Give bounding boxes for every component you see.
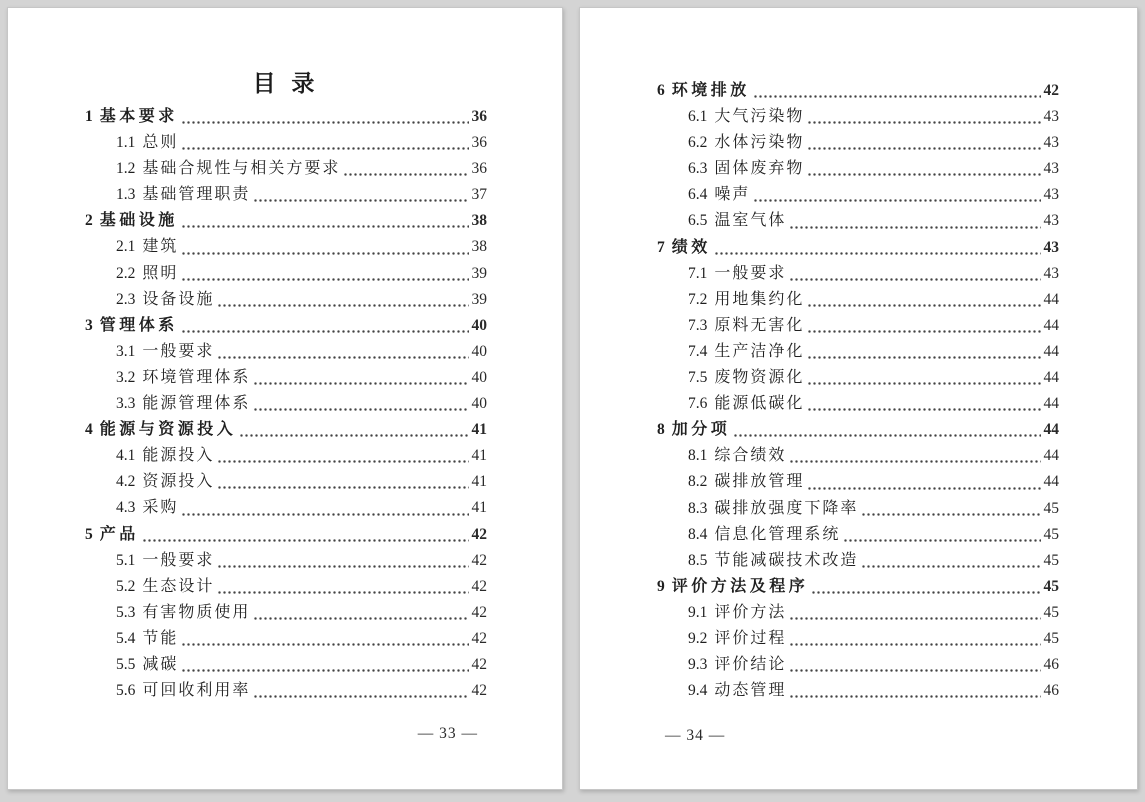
toc-entry bbox=[85, 234, 487, 260]
toc-entry-title: 管理体系 bbox=[99, 316, 178, 334]
toc-entry-page: 44 bbox=[1043, 447, 1059, 465]
toc-entry bbox=[657, 287, 1059, 313]
toc-entry-title: 节能 bbox=[142, 629, 179, 647]
toc-entry-number: 6.3 bbox=[688, 160, 708, 178]
toc-entry-number: 1 bbox=[85, 108, 93, 125]
toc-entry-title: 基本要求 bbox=[99, 108, 178, 125]
toc-entry-page: 46 bbox=[1043, 682, 1059, 700]
dot-leader bbox=[253, 617, 468, 620]
dot-leader bbox=[807, 147, 1040, 150]
toc-entry bbox=[85, 548, 487, 574]
toc-entry bbox=[657, 574, 1059, 600]
toc-entry-page: 36 bbox=[471, 108, 487, 125]
toc-entry bbox=[657, 339, 1059, 365]
toc-entry bbox=[657, 313, 1059, 339]
toc-entry bbox=[85, 313, 487, 339]
toc-entry-number: 6.1 bbox=[688, 108, 708, 126]
toc-entry-title: 信息化管理系统 bbox=[714, 525, 841, 543]
toc-entry-number: 6 bbox=[657, 82, 665, 99]
toc-entry-page: 44 bbox=[1043, 473, 1059, 491]
toc-entry-page: 40 bbox=[471, 395, 487, 413]
toc-entry-title: 温室气体 bbox=[714, 212, 787, 230]
dot-leader bbox=[789, 617, 1040, 620]
toc-entry-page: 43 bbox=[1043, 108, 1059, 126]
toc-entry bbox=[85, 365, 487, 391]
toc-entry-page: 39 bbox=[471, 290, 487, 308]
toc-entry-title: 能源投入 bbox=[142, 447, 215, 465]
toc-entry bbox=[657, 365, 1059, 391]
toc-entry-number: 4.2 bbox=[116, 473, 136, 491]
dot-leader bbox=[753, 199, 1040, 202]
toc-entry-page: 39 bbox=[471, 264, 487, 282]
dot-leader bbox=[807, 330, 1040, 333]
toc-entry-number: 3 bbox=[85, 316, 93, 334]
toc-entry-page: 43 bbox=[1043, 186, 1059, 204]
toc-entry bbox=[657, 678, 1059, 704]
dot-leader bbox=[253, 695, 468, 698]
dot-leader bbox=[253, 408, 468, 411]
toc-entry-page: 42 bbox=[471, 603, 487, 621]
toc-entry-page: 38 bbox=[471, 212, 487, 230]
toc-entry bbox=[85, 522, 487, 548]
toc-entry-page: 44 bbox=[1043, 290, 1059, 308]
dot-leader bbox=[343, 173, 468, 176]
toc-entry-page: 43 bbox=[1043, 212, 1059, 230]
dot-leader bbox=[807, 173, 1040, 176]
toc-entry bbox=[85, 391, 487, 417]
toc-entry-title: 用地集约化 bbox=[714, 290, 805, 308]
page-33 bbox=[7, 7, 563, 790]
toc-entry-page: 42 bbox=[471, 655, 487, 673]
toc-entry-number: 9.4 bbox=[688, 682, 708, 700]
toc-entry-page: 36 bbox=[471, 134, 487, 152]
toc-entry bbox=[657, 235, 1059, 261]
toc-entry-title: 评价结论 bbox=[714, 656, 787, 674]
toc-entry-number: 8.2 bbox=[688, 473, 708, 491]
toc-entry-page: 42 bbox=[471, 629, 487, 647]
toc-entry bbox=[85, 261, 487, 287]
toc-entry bbox=[85, 130, 487, 156]
toc-entry-title: 固体废弃物 bbox=[714, 160, 805, 178]
toc-entry-title: 生产洁净化 bbox=[714, 342, 805, 360]
toc-entry bbox=[657, 156, 1059, 182]
toc-entry bbox=[85, 574, 487, 600]
toc-entry-number: 7.4 bbox=[688, 342, 708, 360]
toc-entry-page: 41 bbox=[471, 499, 487, 517]
toc-entry-title: 噪声 bbox=[714, 186, 751, 204]
dot-leader bbox=[807, 382, 1040, 385]
toc-entry-title: 一般要求 bbox=[142, 342, 215, 360]
dot-leader bbox=[714, 252, 1041, 255]
toc-entry-page: 40 bbox=[471, 368, 487, 386]
toc-entry-number: 2.3 bbox=[116, 290, 136, 308]
toc-entry bbox=[657, 391, 1059, 417]
dot-leader bbox=[181, 225, 469, 228]
toc-entry-title: 有害物质使用 bbox=[142, 603, 251, 621]
toc-title: 目 录 bbox=[252, 71, 320, 96]
dot-leader bbox=[807, 408, 1040, 411]
toc-entry-title: 总则 bbox=[142, 134, 179, 152]
toc-entry-page: 41 bbox=[471, 421, 487, 439]
dot-leader bbox=[181, 121, 469, 124]
dot-leader bbox=[181, 252, 468, 255]
toc-entry-title: 碳排放管理 bbox=[714, 473, 805, 491]
toc-entry bbox=[657, 600, 1059, 626]
toc-entry-title: 一般要求 bbox=[142, 551, 215, 569]
toc-entry-number: 5.1 bbox=[116, 551, 136, 569]
toc-entry-number: 8.3 bbox=[688, 499, 708, 517]
dot-leader bbox=[253, 199, 468, 202]
dot-leader bbox=[789, 226, 1040, 229]
dot-leader bbox=[807, 304, 1040, 307]
toc-entry-number: 3.3 bbox=[116, 395, 136, 413]
dot-leader bbox=[861, 513, 1040, 516]
toc-entry-number: 8.4 bbox=[688, 525, 708, 543]
toc-entry bbox=[85, 469, 487, 495]
toc-entry-page: 45 bbox=[1043, 629, 1059, 647]
toc-entry-number: 5.3 bbox=[116, 603, 136, 621]
toc-entry-page: 41 bbox=[471, 447, 487, 465]
toc-entry-title: 评价方法及程序 bbox=[671, 577, 809, 595]
toc-entry-page: 42 bbox=[471, 551, 487, 569]
toc-entry bbox=[657, 417, 1059, 443]
toc-entry bbox=[657, 182, 1059, 208]
toc-entry-page: 43 bbox=[1043, 160, 1059, 178]
toc-entry-title: 资源投入 bbox=[142, 473, 215, 491]
toc-entry bbox=[657, 104, 1059, 130]
toc-entry-title: 水体污染物 bbox=[714, 134, 805, 152]
dot-leader bbox=[789, 460, 1040, 463]
toc-entry bbox=[85, 339, 487, 365]
toc-entry-title: 产品 bbox=[99, 525, 139, 543]
toc-entry-page: 45 bbox=[1043, 525, 1059, 543]
dot-leader bbox=[181, 147, 468, 150]
toc-entry-page: 44 bbox=[1043, 342, 1059, 360]
toc-entry-title: 评价过程 bbox=[714, 629, 787, 647]
toc-entry-title: 生态设计 bbox=[142, 577, 215, 595]
dot-leader bbox=[217, 356, 468, 359]
toc-entry-title: 环境管理体系 bbox=[142, 368, 251, 386]
toc-entry bbox=[657, 469, 1059, 495]
dot-leader bbox=[217, 460, 468, 463]
page-34 bbox=[579, 7, 1138, 790]
dot-leader bbox=[181, 330, 469, 333]
dot-leader bbox=[217, 591, 468, 594]
toc-entry-page: 46 bbox=[1043, 656, 1059, 674]
dot-leader bbox=[789, 669, 1040, 672]
toc-entry-title: 采购 bbox=[142, 499, 179, 517]
toc-entry-number: 1.2 bbox=[116, 160, 136, 178]
dot-leader bbox=[861, 565, 1040, 568]
toc-entry-page: 40 bbox=[471, 316, 487, 334]
toc-entry-page: 40 bbox=[471, 342, 487, 360]
toc-entry bbox=[85, 495, 487, 521]
toc-entry bbox=[85, 443, 487, 469]
toc-entry-title: 基础设施 bbox=[99, 212, 178, 230]
toc-entry-number: 5.6 bbox=[116, 682, 136, 700]
toc-entry-page: 44 bbox=[1043, 369, 1059, 387]
toc-entry-page: 38 bbox=[471, 238, 487, 256]
page-number-33: — 33 — bbox=[417, 725, 478, 742]
toc-entry-number: 6.2 bbox=[688, 134, 708, 152]
toc-entry bbox=[657, 130, 1059, 156]
toc-entry-number: 7.6 bbox=[688, 395, 708, 413]
toc-entry-page: 44 bbox=[1043, 421, 1059, 439]
toc-entry bbox=[657, 443, 1059, 469]
toc-entry bbox=[657, 626, 1059, 652]
toc-entry-page: 45 bbox=[1043, 603, 1059, 621]
toc-entry-title: 能源与资源投入 bbox=[99, 421, 237, 439]
toc-entry-number: 4.3 bbox=[116, 499, 136, 517]
toc-entry-page: 45 bbox=[1043, 577, 1059, 595]
dot-leader bbox=[239, 434, 468, 437]
toc-entry-page: 37 bbox=[471, 186, 487, 204]
toc-entry-number: 2 bbox=[85, 212, 93, 230]
toc-entry-title: 环境排放 bbox=[671, 82, 750, 99]
toc-entry-number: 5.4 bbox=[116, 629, 136, 647]
toc-entry-title: 基础管理职责 bbox=[142, 186, 251, 204]
toc-entry-title: 设备设施 bbox=[142, 290, 215, 308]
toc-entry-title: 动态管理 bbox=[714, 682, 787, 700]
toc-entry-number: 2.2 bbox=[116, 264, 136, 282]
toc-entry-title: 绩效 bbox=[671, 238, 711, 256]
toc-entry-number: 8.5 bbox=[688, 551, 708, 569]
toc-entry-page: 45 bbox=[1043, 551, 1059, 569]
toc-entry-page: 42 bbox=[471, 577, 487, 595]
toc-entry-page: 42 bbox=[471, 682, 487, 700]
toc-entry-title: 加分项 bbox=[671, 421, 731, 439]
toc-entry-number: 1.3 bbox=[116, 186, 136, 204]
toc-entry-number: 9.1 bbox=[688, 603, 708, 621]
toc-entry-number: 1.1 bbox=[116, 134, 136, 152]
dot-leader bbox=[807, 356, 1040, 359]
toc-entry-page: 41 bbox=[471, 473, 487, 491]
dot-leader bbox=[753, 95, 1041, 98]
dot-leader bbox=[181, 643, 468, 646]
dot-leader bbox=[789, 695, 1040, 698]
toc-entry bbox=[85, 156, 487, 182]
toc-entry-number: 6.4 bbox=[688, 186, 708, 204]
toc-entry-title: 大气污染物 bbox=[714, 108, 805, 126]
dot-leader bbox=[811, 591, 1040, 594]
toc-entry-number: 8 bbox=[657, 421, 665, 439]
toc-entry-title: 碳排放强度下降率 bbox=[714, 499, 859, 517]
toc-entry-number: 7.3 bbox=[688, 316, 708, 334]
toc-entry bbox=[657, 522, 1059, 548]
toc-entry-number: 3.1 bbox=[116, 342, 136, 360]
toc-entry-title: 可回收利用率 bbox=[142, 682, 251, 700]
toc-entry bbox=[85, 652, 487, 678]
toc-entry-title: 节能减碳技术改造 bbox=[714, 551, 859, 569]
toc-entry bbox=[657, 78, 1059, 104]
toc-entry-number: 7.5 bbox=[688, 369, 708, 387]
toc-entry-page: 44 bbox=[1043, 395, 1059, 413]
toc-entry-number: 4.1 bbox=[116, 447, 136, 465]
toc-entry bbox=[85, 208, 487, 234]
page-number-34: — 34 — bbox=[665, 727, 726, 744]
toc-entry-number: 9.2 bbox=[688, 629, 708, 647]
toc-entry-number: 8.1 bbox=[688, 447, 708, 465]
toc-entry-page: 45 bbox=[1043, 499, 1059, 517]
toc-entry-title: 能源管理体系 bbox=[142, 395, 251, 413]
toc-entry bbox=[657, 652, 1059, 678]
toc-entry bbox=[85, 104, 487, 130]
dot-leader bbox=[843, 539, 1040, 542]
dot-leader bbox=[217, 486, 468, 489]
toc-entry-title: 原料无害化 bbox=[714, 316, 805, 334]
toc-entry bbox=[657, 208, 1059, 234]
dot-leader bbox=[217, 565, 468, 568]
toc-entry-number: 5.2 bbox=[116, 577, 136, 595]
toc-entry bbox=[657, 548, 1059, 574]
toc-entry bbox=[85, 287, 487, 313]
toc-entry-page: 42 bbox=[471, 525, 487, 543]
dot-leader bbox=[217, 304, 468, 307]
toc-entry-page: 43 bbox=[1043, 134, 1059, 152]
toc-entry-title: 基础合规性与相关方要求 bbox=[142, 160, 341, 178]
toc-list-left bbox=[85, 104, 487, 704]
toc-entry-number: 3.2 bbox=[116, 368, 136, 386]
toc-entry-page: 36 bbox=[471, 160, 487, 178]
toc-entry-page: 44 bbox=[1043, 316, 1059, 334]
toc-entry-page: 43 bbox=[1043, 264, 1059, 282]
toc-entry-number: 6.5 bbox=[688, 212, 708, 230]
toc-entry-title: 废物资源化 bbox=[714, 369, 805, 387]
toc-entry-title: 评价方法 bbox=[714, 603, 787, 621]
toc-entry-page: 43 bbox=[1043, 238, 1059, 256]
toc-entry bbox=[85, 182, 487, 208]
toc-entry-title: 能源低碳化 bbox=[714, 395, 805, 413]
toc-entry-title: 综合绩效 bbox=[714, 447, 787, 465]
toc-entry-number: 7.2 bbox=[688, 290, 708, 308]
dot-leader bbox=[181, 278, 468, 281]
toc-entry bbox=[85, 626, 487, 652]
toc-entry-title: 建筑 bbox=[142, 238, 179, 256]
dot-leader bbox=[789, 643, 1040, 646]
dot-leader bbox=[142, 539, 469, 542]
dot-leader bbox=[181, 513, 468, 516]
toc-entry-number: 9.3 bbox=[688, 656, 708, 674]
toc-list-right bbox=[657, 78, 1059, 704]
toc-entry bbox=[85, 678, 487, 704]
toc-entry-number: 5.5 bbox=[116, 655, 136, 673]
toc-entry-number: 2.1 bbox=[116, 238, 136, 256]
toc-entry-number: 7.1 bbox=[688, 264, 708, 282]
toc-entry-title: 减碳 bbox=[142, 655, 179, 673]
dot-leader bbox=[733, 434, 1040, 437]
toc-entry bbox=[657, 261, 1059, 287]
toc-entry bbox=[85, 600, 487, 626]
toc-entry bbox=[85, 417, 487, 443]
toc-entry bbox=[657, 496, 1059, 522]
toc-entry-number: 9 bbox=[657, 577, 665, 595]
toc-entry-number: 7 bbox=[657, 238, 665, 256]
dot-leader bbox=[807, 121, 1040, 124]
toc-entry-number: 4 bbox=[85, 421, 93, 439]
toc-entry-number: 5 bbox=[85, 525, 93, 543]
dot-leader bbox=[807, 487, 1040, 490]
toc-entry-page: 42 bbox=[1043, 82, 1059, 99]
dot-leader bbox=[253, 382, 468, 385]
toc-entry-title: 一般要求 bbox=[714, 264, 787, 282]
dot-leader bbox=[789, 278, 1040, 281]
dot-leader bbox=[181, 669, 468, 672]
toc-entry-title: 照明 bbox=[142, 264, 179, 282]
